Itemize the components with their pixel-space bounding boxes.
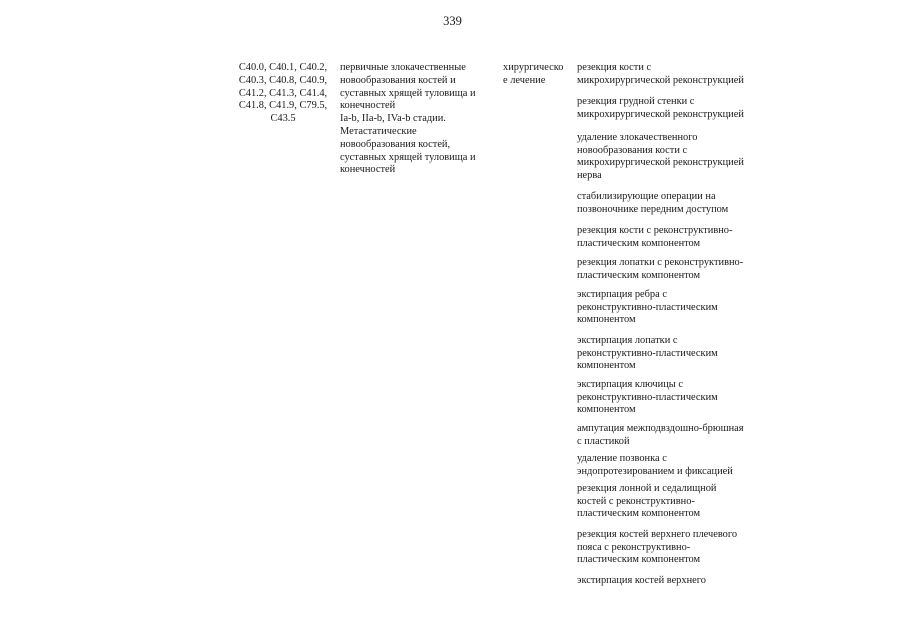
model-line: первичные злокачественные	[340, 62, 466, 73]
treatment-method-line: микрохирургической реконструкцией	[577, 108, 744, 120]
treatment-method-line: резекция лонной и седалищной	[577, 483, 717, 494]
model-line: новообразования костей,	[340, 138, 451, 150]
icd-code-line: C40.0, C40.1, C40.2,	[238, 62, 328, 73]
treatment-method-line: пластическим компонентом	[577, 237, 701, 249]
treatment-method-line: экстирпация ребра с	[577, 289, 667, 300]
treatment-method-line: ампутация межподвздошно-брюшная	[577, 423, 744, 434]
treatment-method-item	[577, 289, 777, 327]
model-line: новообразования костей и	[340, 74, 456, 86]
treatment-method-line: удаление злокачественного	[577, 132, 698, 143]
model-line: суставных хрящей туловища и	[340, 87, 476, 99]
treatment-method-line: микрохирургической реконструкцией	[577, 74, 744, 86]
treatment-method-line: новообразования кости с	[577, 144, 688, 156]
treatment-method-item	[577, 96, 777, 121]
treatment-method-line: резекция костей верхнего плечевого	[577, 529, 738, 540]
patient-model-cell	[340, 62, 498, 177]
treatment-method-line: экстирпация ключицы с	[577, 379, 683, 390]
treatment-method-item	[577, 132, 777, 182]
treatment-line: е лечение	[503, 74, 546, 86]
treatment-method-line: резекция лопатки с реконструктивно-	[577, 257, 744, 268]
model-line: конечностей	[340, 100, 396, 112]
model-line: Ia-b, IIa-b, IVa-b стадии.	[340, 113, 446, 125]
treatment-method-line: пояса с реконструктивно-	[577, 541, 691, 553]
model-line: суставных хрящей туловища и	[340, 151, 476, 163]
treatment-type-cell	[503, 62, 573, 88]
icd-code-line: C41.8, C41.9, C79.5,	[238, 100, 328, 112]
treatment-method-line: с пластикой	[577, 435, 630, 447]
page-number: 339	[443, 14, 462, 28]
treatment-method-item	[577, 379, 777, 417]
treatment-method-item	[577, 575, 777, 588]
treatment-method-item	[577, 453, 777, 478]
model-line: Метастатические	[340, 125, 417, 137]
treatment-method-item	[577, 62, 777, 87]
treatment-method-line: позвоночнике передним доступом	[577, 203, 729, 215]
treatment-method-line: микрохирургической реконструкцией	[577, 157, 744, 169]
treatment-method-line: пластическим компонентом	[577, 508, 701, 520]
treatment-method-item	[577, 529, 777, 567]
treatment-method-line: резекция кости с	[577, 62, 652, 73]
treatment-method-line: нерва	[577, 169, 602, 181]
treatment-method-line: костей с реконструктивно-	[577, 495, 695, 507]
treatment-method-item	[577, 423, 777, 448]
treatment-method-line: реконструктивно-пластическим	[577, 391, 718, 403]
treatment-method-line: компонентом	[577, 360, 636, 372]
treatment-method-item	[577, 335, 777, 373]
treatment-method-item	[577, 483, 777, 521]
treatment-method-line: экстирпация костей верхнего	[577, 575, 706, 586]
treatment-method-item	[577, 225, 777, 250]
treatment-line: хирургическо	[503, 62, 564, 73]
icd-code-line: C40.3, C40.8, C40.9,	[238, 74, 328, 86]
treatment-method-line: удаление позвонка с	[577, 453, 667, 464]
treatment-method-line: компонентом	[577, 404, 636, 416]
treatment-method-line: компонентом	[577, 314, 636, 326]
icd-code-line: C41.2, C41.3, C41.4,	[238, 87, 328, 99]
icd-code-line: C43.5	[270, 113, 296, 125]
treatment-method-line: реконструктивно-пластическим	[577, 347, 718, 359]
treatment-method-line: резекция кости с реконструктивно-	[577, 225, 733, 236]
treatment-method-line: эндопротезированием и фиксацией	[577, 465, 733, 477]
treatment-method-line: реконструктивно-пластическим	[577, 301, 718, 313]
treatment-method-item	[577, 257, 777, 282]
icd-codes-cell	[234, 62, 332, 126]
treatment-method-line: стабилизирующие операции на	[577, 191, 716, 202]
treatment-method-line: резекция грудной стенки с	[577, 96, 695, 107]
model-line: конечностей	[340, 164, 396, 176]
treatment-method-line: пластическим компонентом	[577, 269, 701, 281]
treatment-method-item	[577, 191, 777, 216]
treatment-method-line: пластическим компонентом	[577, 554, 701, 566]
treatment-method-line: экстирпация лопатки с	[577, 335, 678, 346]
